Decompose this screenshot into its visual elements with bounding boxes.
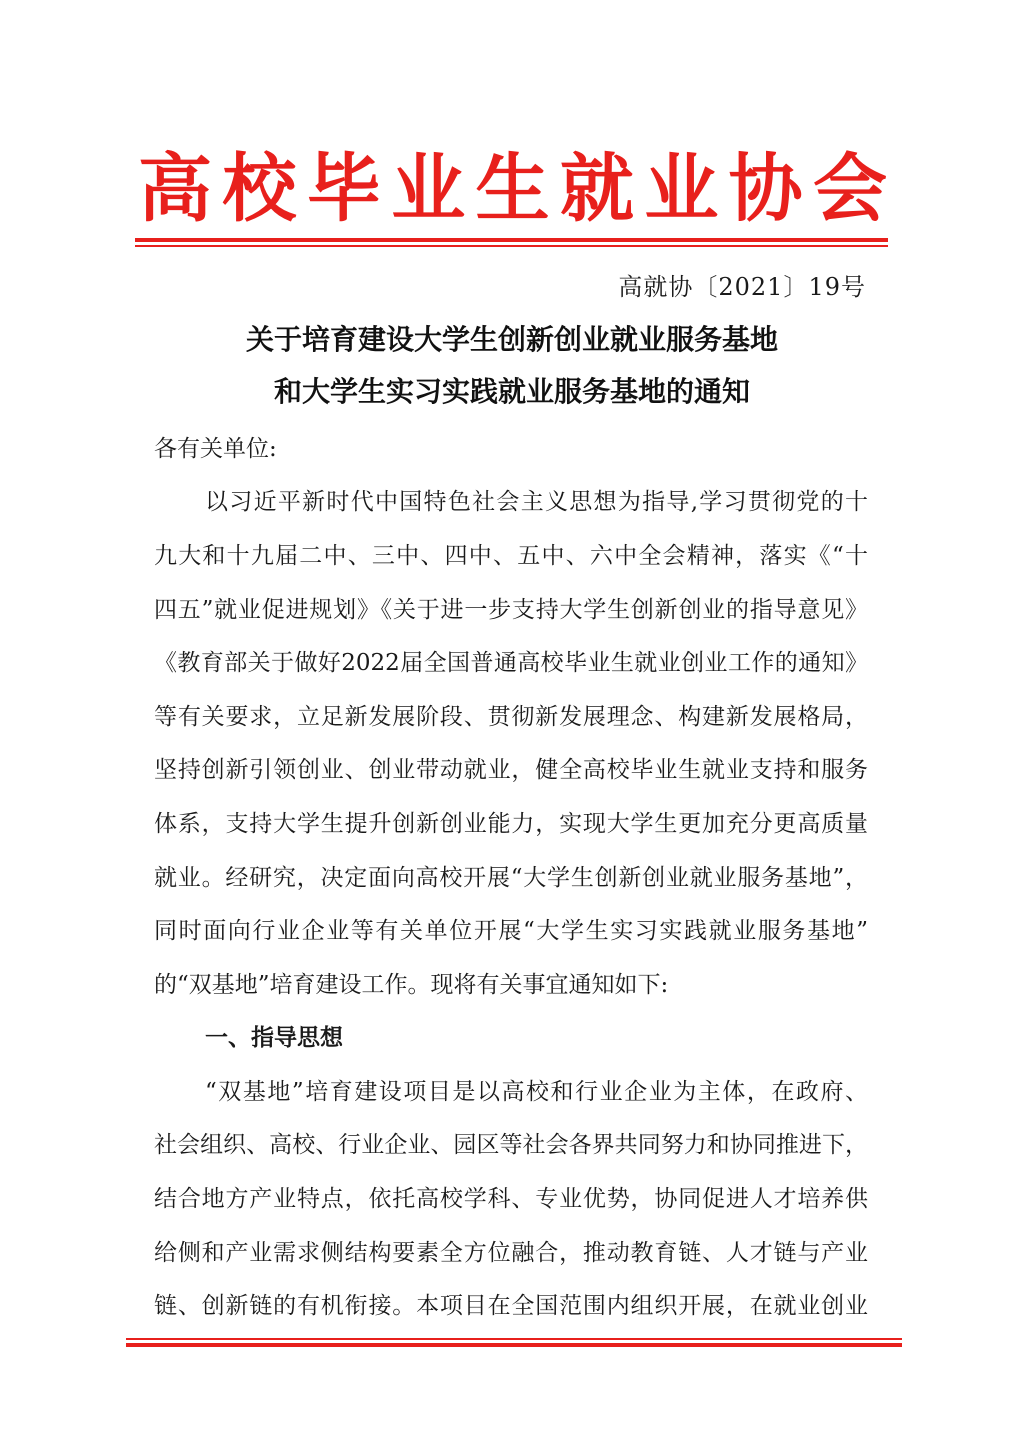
paragraph-line: 就业。经研究，决定面向高校开展“大学生创新创业就业服务基地”， <box>154 865 868 891</box>
paragraph-line: 等有关要求，立足新发展阶段、贯彻新发展理念、构建新发展格局， <box>154 704 868 730</box>
paragraph-line: 社会组织、高校、行业企业、园区等社会各界共同努力和协同推进下， <box>154 1132 868 1158</box>
document-title-line1: 关于培育建设大学生创新创业就业服务基地 <box>245 323 778 356</box>
document-number: 高就协〔2021〕19号 <box>618 273 866 301</box>
paragraph-line: 体系，支持大学生提升创新创业能力，实现大学生更加充分更高质量 <box>154 811 868 837</box>
masthead-rule-thick <box>135 238 888 242</box>
masthead-rule-thin <box>135 245 888 247</box>
masthead-char: 业 <box>391 146 466 232</box>
paragraph-line: 四五”就业促进规划》《关于进一步支持大学生创新创业的指导意见》 <box>154 597 868 623</box>
paragraph-line: 同时面向行业企业等有关单位开展“大学生实习实践就业服务基地” <box>154 918 868 944</box>
paragraph-line: 以习近平新时代中国特色社会主义思想为指导,学习贯彻党的十 <box>205 489 868 515</box>
paragraph-line: 九大和十九届二中、三中、四中、五中、六中全会精神，落实《“十 <box>154 543 868 569</box>
masthead-char: 就 <box>559 146 634 232</box>
footer-rule-thin <box>126 1338 902 1340</box>
document-title-line2: 和大学生实习实践就业服务基地的通知 <box>273 375 750 408</box>
paragraph-line: “双基地”培育建设项目是以高校和行业企业为主体，在政府、 <box>205 1079 868 1105</box>
section-heading: 一、指导思想 <box>205 1025 343 1051</box>
masthead-char: 业 <box>644 146 719 232</box>
masthead-char: 会 <box>813 146 887 232</box>
masthead-char: 生 <box>475 146 550 232</box>
paragraph-line: 《教育部关于做好2022届全国普通高校毕业生就业创业工作的通知》 <box>154 650 868 676</box>
masthead-char: 协 <box>728 146 803 232</box>
paragraph-line: 链、创新链的有机衔接。本项目在全国范围内组织开展，在就业创业 <box>154 1293 868 1319</box>
footer-rule-thick <box>126 1343 902 1347</box>
paragraph-line: 坚持创新引领创业、创业带动就业，健全高校毕业生就业支持和服务 <box>154 757 868 783</box>
masthead-title <box>135 142 890 236</box>
masthead-char: 高 <box>138 146 212 232</box>
paragraph-line: 结合地方产业特点，依托高校学科、专业优势，协同促进人才培养供 <box>154 1186 868 1212</box>
masthead-char: 校 <box>222 146 297 232</box>
paragraph-line: 给侧和产业需求侧结构要素全方位融合，推动教育链、人才链与产业 <box>154 1240 868 1266</box>
masthead-char: 毕 <box>306 146 381 232</box>
paragraph-line: 的“双基地”培育建设工作。现将有关事宜通知如下: <box>154 972 669 998</box>
salutation: 各有关单位: <box>154 436 277 462</box>
